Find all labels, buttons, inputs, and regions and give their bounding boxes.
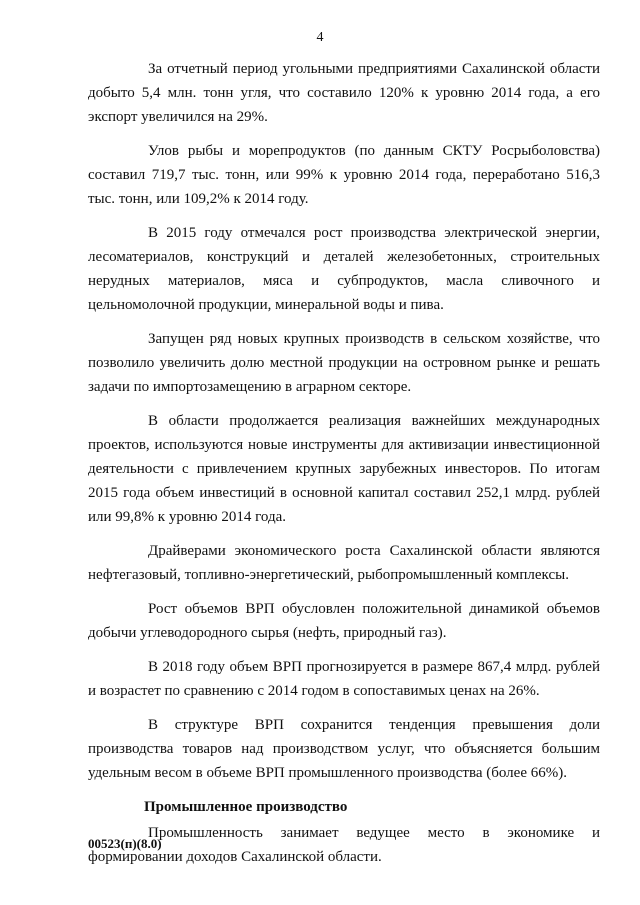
- paragraph-investment: В области продолжается реализация важнейших международных проектов, используются новые инструменты для активизации инвестиционной деятельности с привлечением крупных зарубежных инвесторов. По итогам 2015 года объем инвестиций в основной капитал составил 252,1 млрд. рублей или 99,8% к уровню 2014 года.: [88, 413, 600, 525]
- section-heading-industrial-production: Промышленное производство: [144, 799, 348, 815]
- paragraph-grp-structure: В структуре ВРП сохранится тенденция превышения доли производства товаров над производством услуг, что объясняется большим удельным весом в объеме ВРП промышленного производства (более 66%).: [88, 717, 600, 781]
- paragraph-grp-forecast: В 2018 году объем ВРП прогнозируется в размере 867,4 млрд. рублей и возрастет по сравнению с 2014 годом в сопоставимых ценах на 26%.: [88, 659, 600, 699]
- paragraph-grp-growth: Рост объемов ВРП обусловлен положительной динамикой объемов добычи углеводородного сырья (нефть, природный газ).: [88, 601, 600, 641]
- footer-code: 00523(п)(8.0): [88, 836, 162, 851]
- document-body: [88, 57, 600, 879]
- paragraph-coal: За отчетный период угольными предприятиями Сахалинской области добыто 5,4 млн. тонн угля, что составило 120% к уровню 2014 года, а его экспорт увеличился на 29%.: [88, 61, 600, 125]
- paragraph-industry: Промышленность занимает ведущее место в экономике и формировании доходов Сахалинской области.: [88, 825, 600, 865]
- paragraph-fish: Улов рыбы и морепродуктов (по данным СКТУ Росрыболовства) составил 719,7 тыс. тонн, или 99% к уровню 2014 года, переработано 516,3 тыс. тонн, или 109,2% к 2014 году.: [88, 143, 600, 207]
- paragraph-agriculture: Запущен ряд новых крупных производств в сельском хозяйстве, что позволило увеличить долю местной продукции на островном рынке и решать задачи по импортозамещению в аграрном секторе.: [88, 331, 600, 395]
- paragraph-production-growth: В 2015 году отмечался рост производства электрической энергии, лесоматериалов, конструкций и деталей железобетонных, строительных нерудных материалов, мяса и субпродуктов, масла сливочного и цельномолочной продукции, минеральной воды и пива.: [88, 225, 600, 313]
- page-number: 4: [316, 30, 324, 45]
- paragraph-growth-drivers: Драйверами экономического роста Сахалинской области являются нефтегазовый, топливно-энергетический, рыбопромышленный комплексы.: [88, 543, 600, 583]
